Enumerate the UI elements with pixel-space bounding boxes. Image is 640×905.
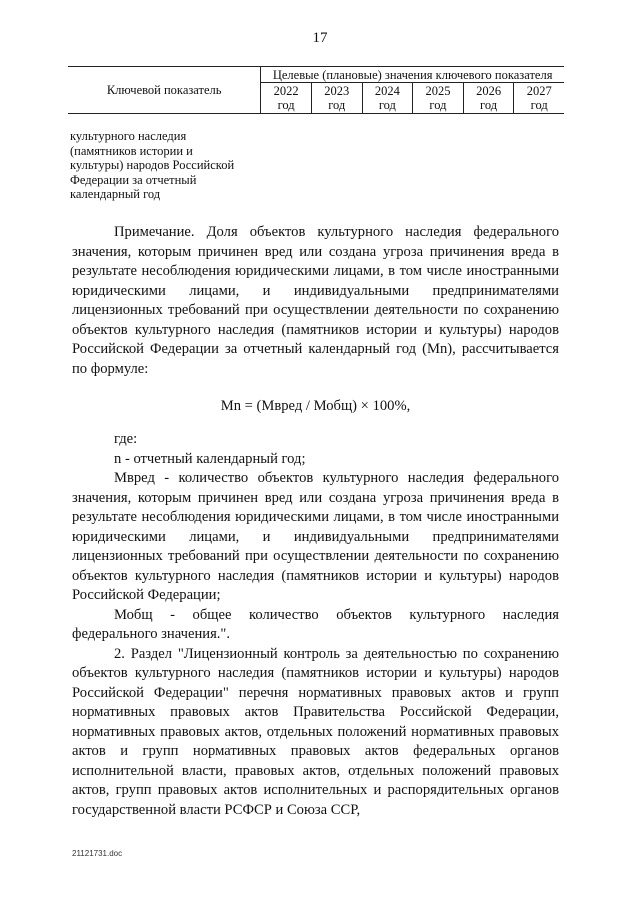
where-label: где: xyxy=(114,431,138,447)
definition-mvred: Мвред - количество объектов культурного наследия федерального значения, которым причинен вред или создана угроза причинения вреда в результате несоблюдения юридическими лицами, в том числе иностранными юридическими лицами, и индивидуальными предпринимателями лицензионных требований при осуществлении деятельности по сохранению объектов культурного наследия (памятников истории и культуры) народов Российской Федерации; xyxy=(72,470,559,603)
note-section xyxy=(72,223,559,379)
year-cell-2027 xyxy=(514,83,564,114)
year-unit: год xyxy=(429,98,447,112)
year-value: 2022 xyxy=(273,84,299,98)
year-cell-2022 xyxy=(261,83,312,114)
year-cell-2023 xyxy=(311,83,362,114)
year-unit: год xyxy=(328,98,346,112)
year-value: 2025 xyxy=(425,84,451,98)
year-cell-2025 xyxy=(413,83,464,114)
indicator-line: календарный год xyxy=(70,187,161,202)
plan-values-header: Целевые (плановые) значения ключевого показателя xyxy=(261,67,564,83)
year-unit: год xyxy=(480,98,498,112)
key-indicator-table xyxy=(68,66,564,114)
definition-n: n - отчетный календарный год; xyxy=(114,450,306,467)
year-unit: год xyxy=(277,98,295,112)
definition-mobsch: Мобщ - общее количество объектов культурного наследия федерального значения.". xyxy=(72,606,559,642)
indicator-line: культуры) народов Российской xyxy=(70,158,235,173)
page-number: 17 xyxy=(312,30,328,46)
year-value: 2027 xyxy=(526,84,552,98)
year-value: 2024 xyxy=(374,84,400,98)
formula: Mn = (Мвред / Мобщ) × 100%, xyxy=(220,398,411,414)
key-indicator-header: Ключевой показатель xyxy=(68,67,261,114)
year-unit: год xyxy=(378,98,396,112)
formula-section xyxy=(72,397,559,417)
indicator-line: культурного наследия xyxy=(70,129,187,143)
section-2-paragraph: 2. Раздел "Лицензионный контроль за деятельностью по сохранению объектов культурного наследия (памятников истории и культуры) народов Российской Федерации" перечня нормативных правовых актов и групп нормативных правовых актов Правительства Российской Федерации, нормативных правовых актов, отдельных положений нормативных правовых актов и групп нормативных правовых актов федеральных органов исполнительной власти, правовых актов, отдельных положений правовых актов, групп правовых актов исполнительных и распорядительных органов государственной власти РСФСР и Союза ССР, xyxy=(72,645,559,818)
year-value: 2023 xyxy=(324,84,350,98)
continued-indicator-text xyxy=(70,129,270,202)
file-code: 21121731.doc xyxy=(72,849,123,858)
definitions-section xyxy=(72,430,559,820)
year-cell-2024 xyxy=(362,83,413,114)
indicator-line: (памятников истории и xyxy=(70,143,193,158)
note-paragraph: Примечание. Доля объектов культурного наследия федерального значения, которым причинен вред или создана угроза причинения вреда в результате несоблюдения юридическими лицами, в том числе иностранными юридическими лицами, и индивидуальными предпринимателями лицензионных требований при осуществлении деятельности по сохранению объектов культурного наследия (памятников истории и культуры) народов Российской Федерации за отчетный календарный год (Mn), рассчитывается по формуле: xyxy=(72,224,559,377)
year-cell-2026 xyxy=(463,83,514,114)
year-unit: год xyxy=(530,98,548,112)
indicator-line: Федерации за отчетный xyxy=(70,172,197,187)
year-value: 2026 xyxy=(476,84,502,98)
